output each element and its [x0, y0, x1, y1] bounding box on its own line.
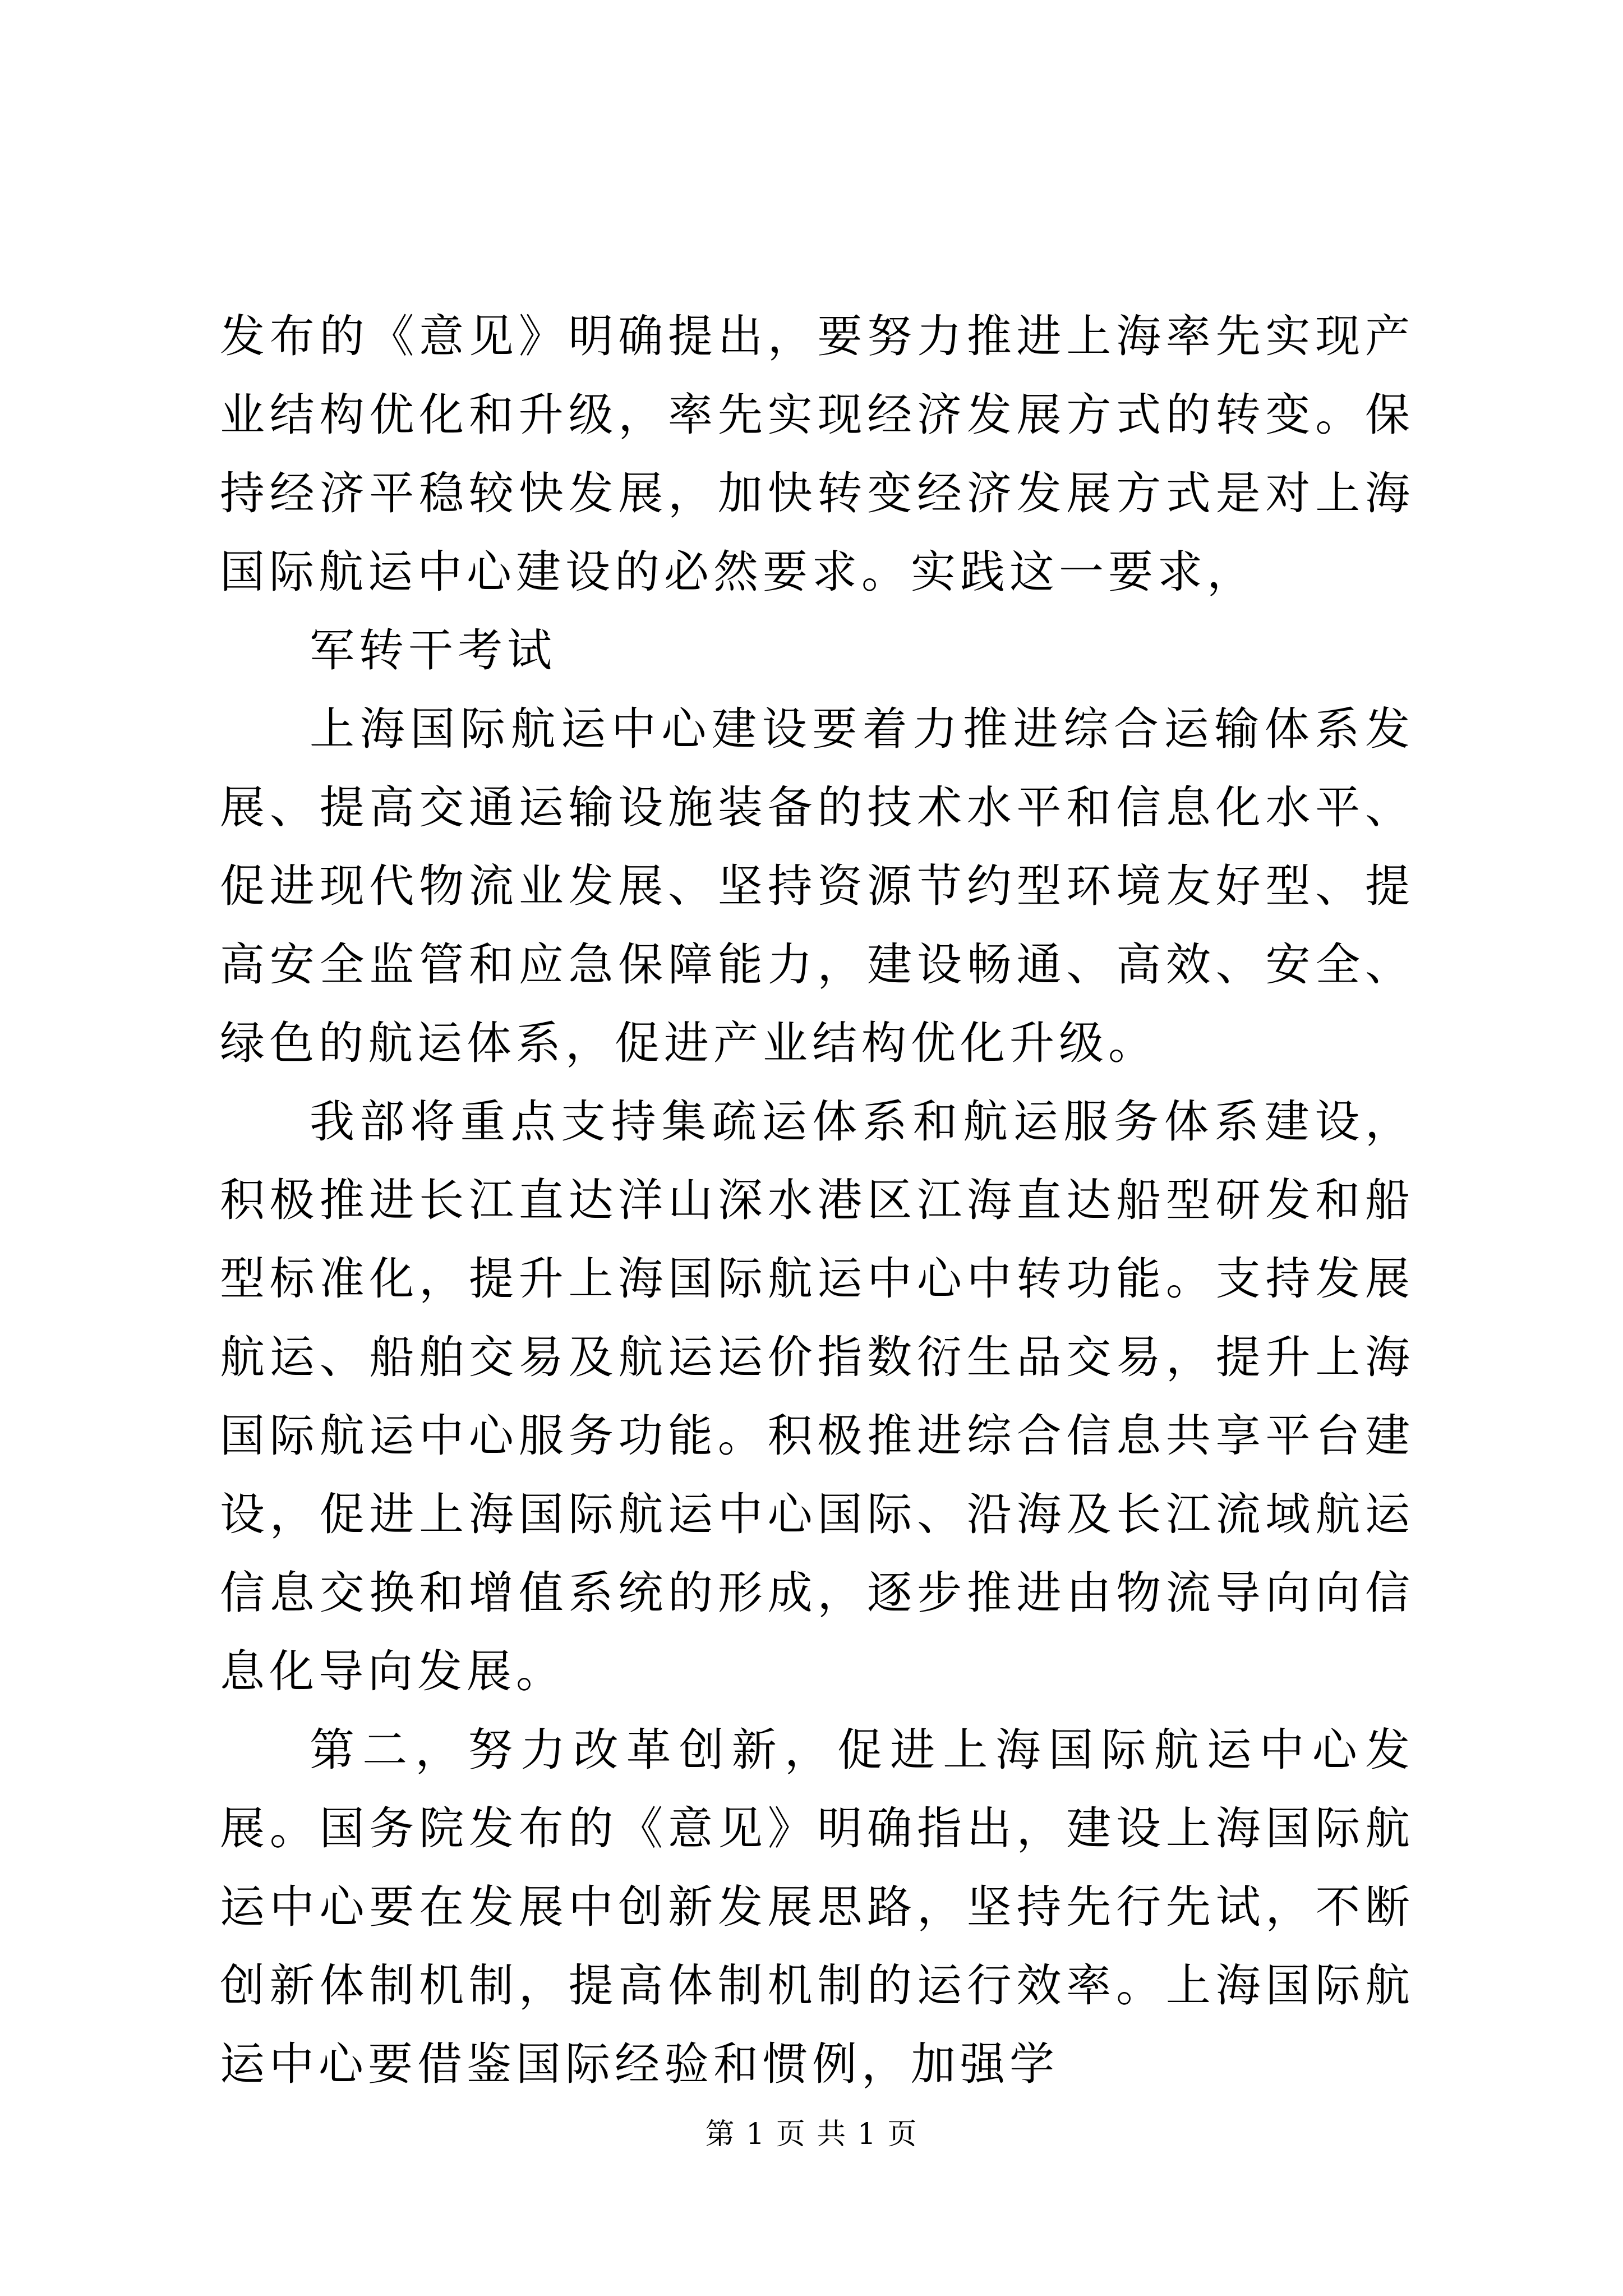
paragraph: 上海国际航运中心建设要着力推进综合运输体系发展、提高交通运输设施装备的技术水平和信息化水平、促进现代物流业发展、坚持资源节约型环境友好型、提高安全监管和应急保障能力，建设畅通、高效、安全、绿色的航运体系，促进产业结构优化升级。: [220, 703, 1414, 1069]
paragraph-heading-line: 军转干考试: [310, 624, 556, 677]
page-number-footer: 第 1 页 共 1 页: [705, 2118, 918, 2151]
paragraph: 我部将重点支持集疏运体系和航运服务体系建设，积极推进长江直达洋山深水港区江海直达船型研发和船型标准化，提升上海国际航运中心中转功能。支持发展航运、船舶交易及航运运价指数衍生品交易，提升上海国际航运中心服务功能。积极推进综合信息共享平台建设，促进上海国际航运中心国际、沿海及长江流域航运信息交换和增值系统的形成，逐步推进由物流导向向信息化导向发展。: [220, 1096, 1414, 1697]
paragraph-continued: 发布的《意见》明确提出，要努力推进上海率先实现产业结构优化和升级，率先实现经济发展方式的转变。保持经济平稳较快发展，加快转变经济发展方式是对上海国际航运中心建设的必然要求。实践这一要求，: [220, 310, 1414, 598]
document-body: [220, 297, 1414, 2104]
paragraph: 第二，努力改革创新，促进上海国际航运中心发展。国务院发布的《意见》明确指出，建设上海国际航运中心要在发展中创新发展思路，坚持先行先试，不断创新体制机制，提高体制机制的运行效率。上海国际航运中心要借鉴国际经验和惯例，加强学: [220, 1724, 1414, 2090]
